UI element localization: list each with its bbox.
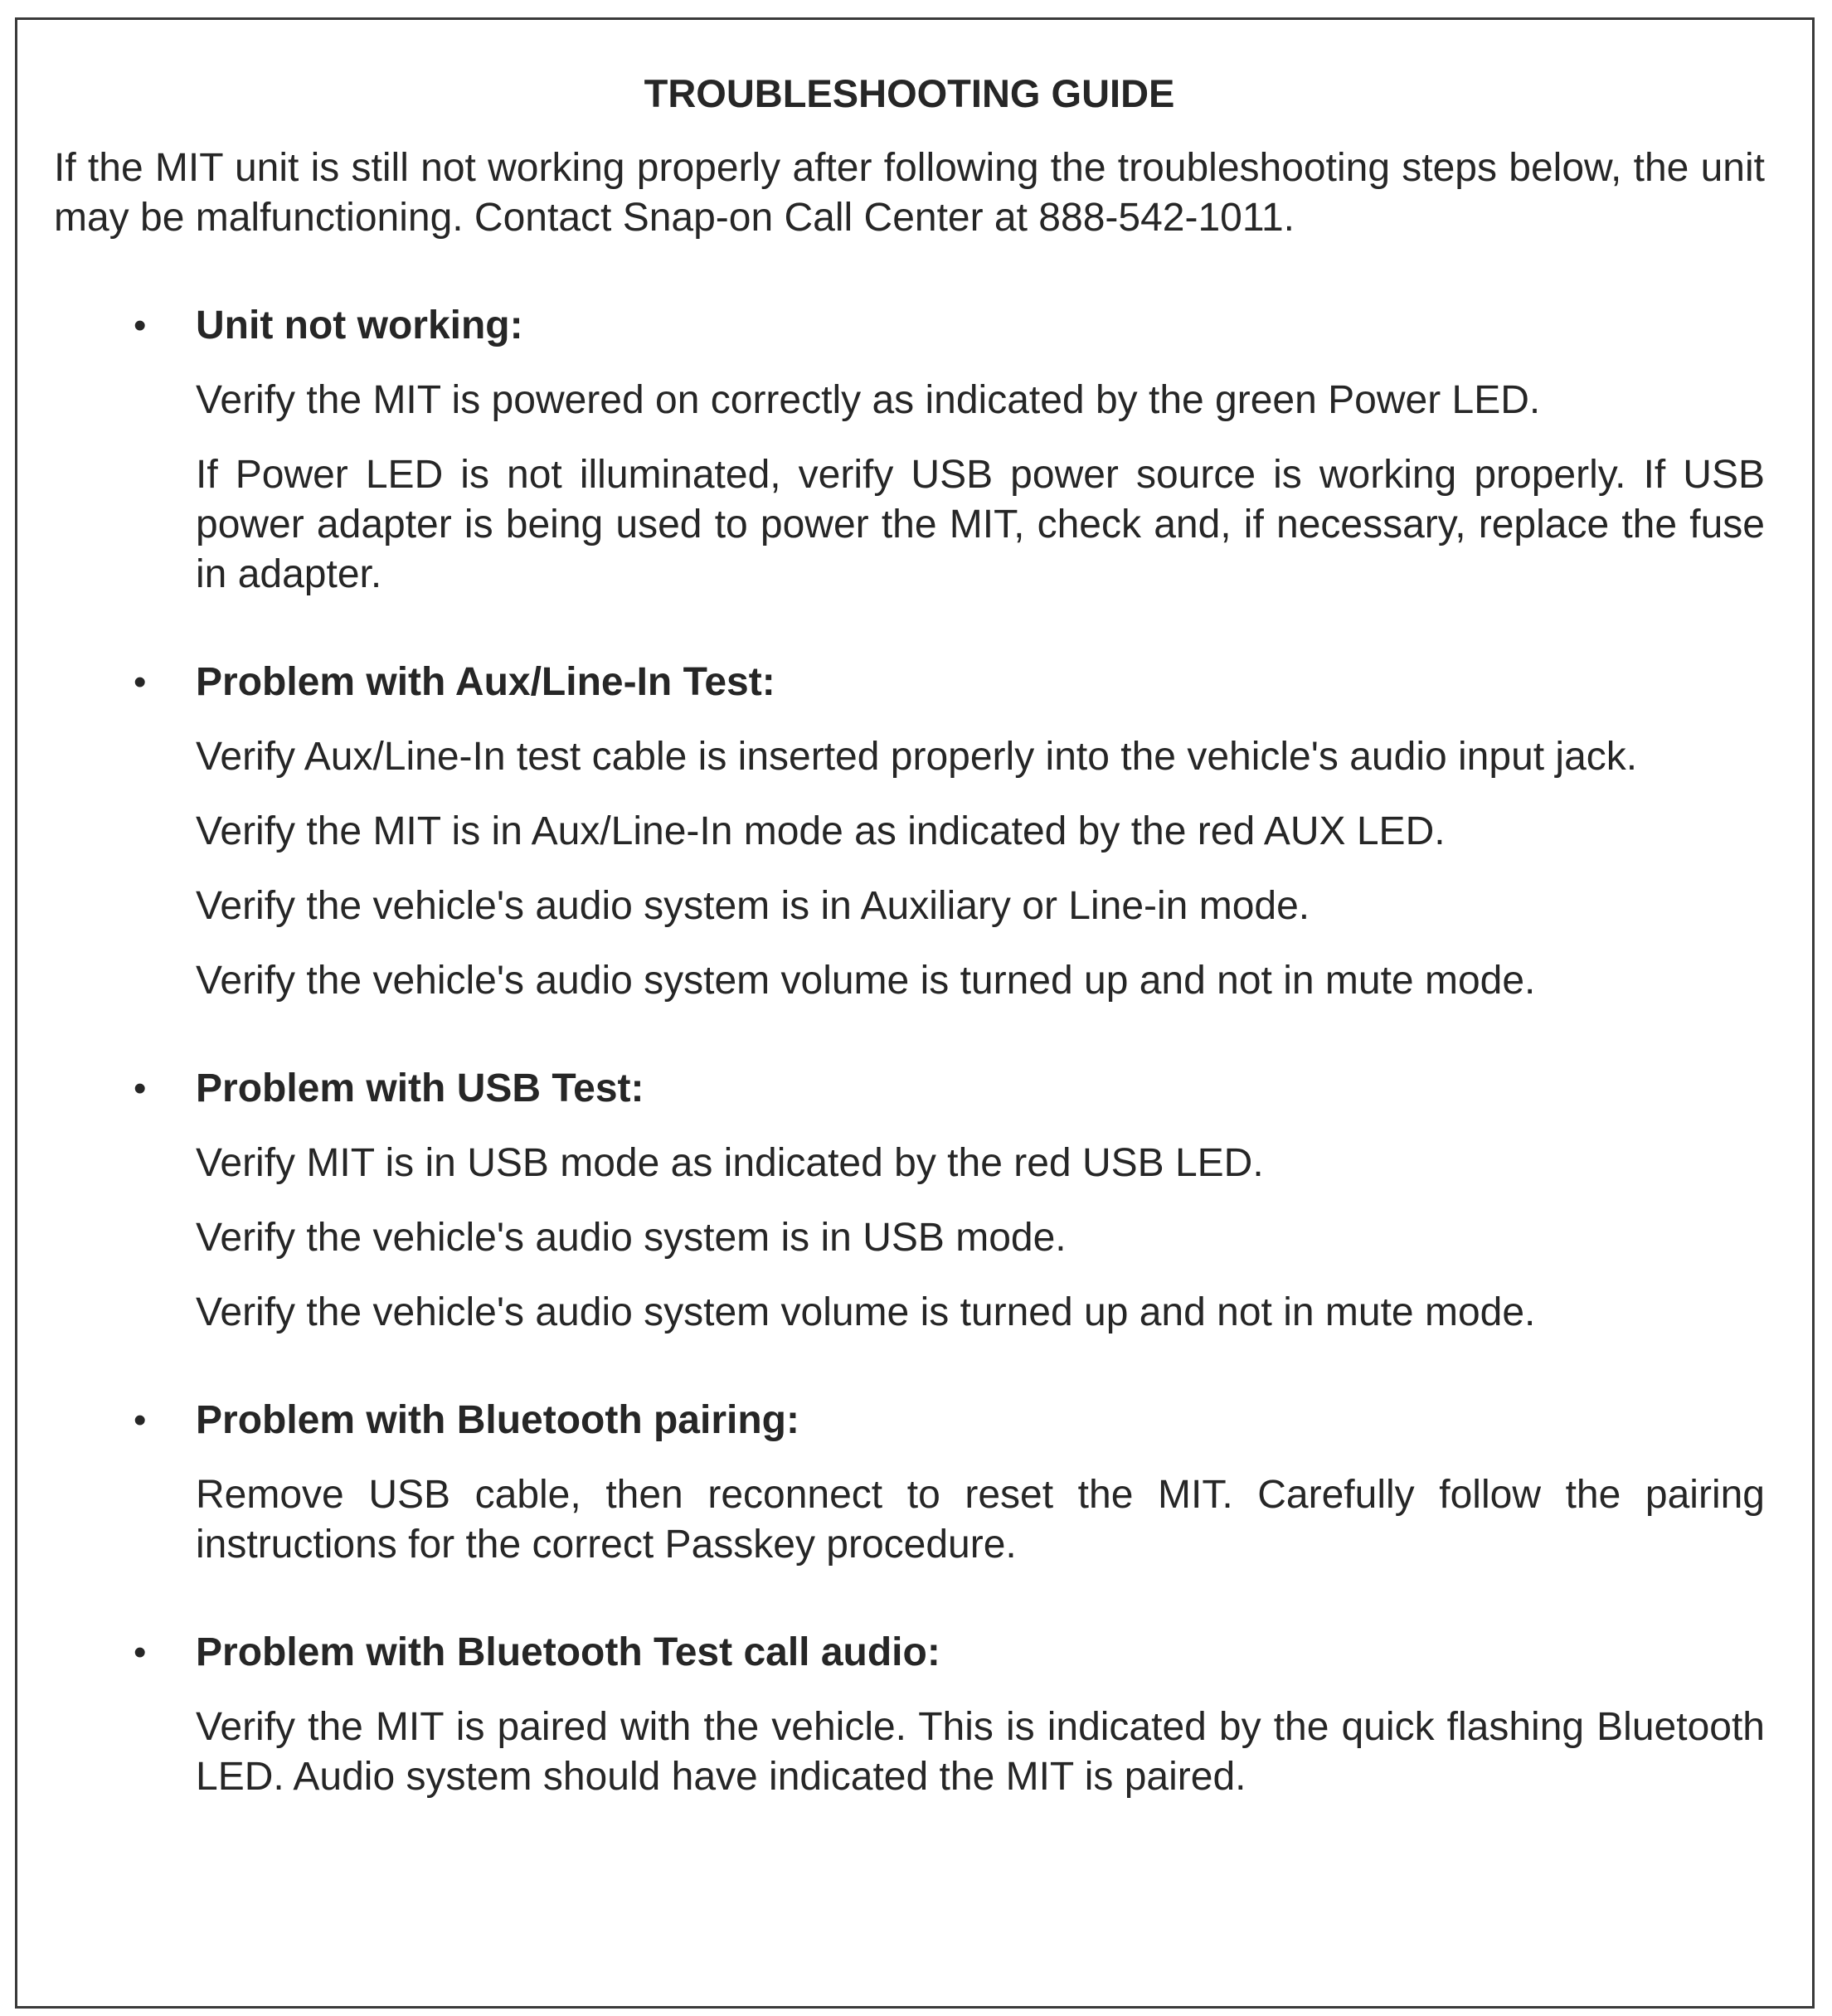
section-bluetooth-pairing — [54, 1396, 1765, 1570]
section-aux-line-in — [54, 658, 1765, 1006]
bullet-icon: • — [134, 1400, 147, 1440]
section-paragraph: Verify the vehicle's audio system volume is turned up and not in mute mode. — [196, 959, 1536, 1003]
section-bluetooth-call-audio — [54, 1628, 1765, 1802]
section-paragraph: Verify the vehicle's audio system volume is turned up and not in mute mode. — [196, 1290, 1536, 1334]
section-paragraph: Verify the MIT is powered on correctly as indicated by the green Power LED. — [196, 378, 1541, 422]
section-paragraph: If Power LED is not illuminated, verify USB power source is working properly. If USB power adapter is being used to power the MIT, check and, if necessary, replace the fuse in adapter. — [196, 453, 1765, 596]
section-unit-not-working — [54, 301, 1765, 600]
section-heading: Problem with Bluetooth Test call audio: — [196, 1630, 940, 1674]
section-paragraph: Verify MIT is in USB mode as indicated by the red USB LED. — [196, 1141, 1264, 1185]
section-usb-test — [54, 1064, 1765, 1338]
section-paragraph: Verify the vehicle's audio system is in Auxiliary or Line-in mode. — [196, 884, 1310, 928]
section-paragraph: Verify the MIT is paired with the vehicle. This is indicated by the quick flashing Bluetooth LED. Audio system should have indicated the MIT is paired. — [196, 1705, 1765, 1799]
section-heading: Problem with Aux/Line-In Test: — [196, 660, 775, 704]
section-paragraph: Verify the vehicle's audio system is in USB mode. — [196, 1216, 1067, 1260]
bullet-icon: • — [134, 1068, 147, 1109]
bullet-icon: • — [134, 1632, 147, 1673]
section-heading: Problem with Bluetooth pairing: — [196, 1398, 799, 1442]
bullet-icon: • — [134, 662, 147, 702]
page-title: TROUBLESHOOTING GUIDE — [644, 71, 1175, 115]
section-paragraph: Verify the MIT is in Aux/Line-In mode as indicated by the red AUX LED. — [196, 809, 1446, 853]
section-heading: Problem with USB Test: — [196, 1066, 644, 1110]
guide-content — [54, 69, 1765, 1802]
intro-paragraph: If the MIT unit is still not working properly after following the troubleshooting steps below, the unit may be malfunctioning. Contact Snap-on Call Center at 888-542-1011. — [54, 146, 1765, 240]
section-heading: Unit not working: — [196, 304, 523, 347]
section-paragraph: Verify Aux/Line-In test cable is inserted properly into the vehicle's audio input jack. — [196, 735, 1638, 779]
section-paragraph: Remove USB cable, then reconnect to reset the MIT. Carefully follow the pairing instructions for the correct Passkey procedure. — [196, 1473, 1765, 1567]
bullet-icon: • — [134, 305, 147, 346]
